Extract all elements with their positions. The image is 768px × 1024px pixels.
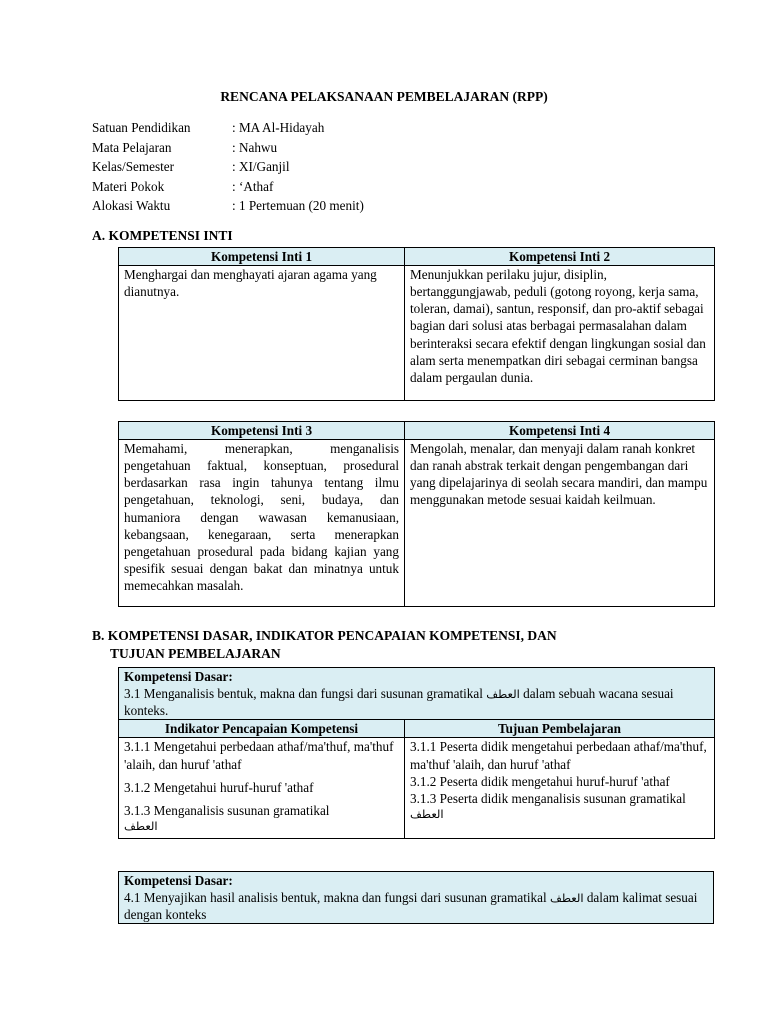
indikator-arabic-term: العطف <box>124 819 158 834</box>
kd2-box <box>119 872 714 924</box>
kd2-text-after: dalam kalimat sesuai dengan konteks <box>124 890 698 923</box>
kd2-text-before: 4.1 Menyajikan hasil analisis bentuk, makna dan fungsi dari susunan gramatikal <box>124 890 547 906</box>
kompetensi-dasar-table-1 <box>118 667 715 839</box>
tujuan-item: 3.1.1 Peserta didik mengetahui perbedaan athaf/ma'thuf, ma'thuf 'alaih, dan huruf 'athaf <box>410 739 707 772</box>
section-a-heading: A. KOMPETENSI INTI <box>92 228 233 243</box>
kd1-text <box>124 685 709 719</box>
kompetensi-inti-table-1 <box>118 247 715 401</box>
indikator-item: 3.1.3 Menganalisis susunan gramatikal <box>124 802 330 818</box>
info-row <box>92 158 364 178</box>
info-row <box>92 119 364 139</box>
kd2-title: Kompetensi Dasar: <box>124 873 233 888</box>
ki2-text: Menunjukkan perilaku jujur, disiplin, bertanggungjawab, peduli (gotong royong, kerja sama, toleran, damai), santun, responsif, dan pro-aktif sebagai bagian dari solusi atas berbagai permasalahan dalam berinteraksi secara efektif dengan lingkungan sosial dan alam serta menempatkan diri sebagai cerminan bangsa dalam pergaulan dunia. <box>405 266 715 401</box>
info-value: : Nahwu <box>232 139 278 155</box>
ki3-text: Memahami, menerapkan, menganalisis pengetahuan faktual, konseptuan, prosedural berdasarkan rasa ingin tahunya tentang ilmu pengetahuan, teknologi, seni, budaya, dan humaniora dengan wawasan kemanusiaan, kebangsaan, kenegaraan, serta menerapkan pengetahuan prosedural pada bidang kajian yang spesifik sesuai dengan bakat dan minatnya untuk memecahkan masalah. <box>119 440 405 607</box>
ki4-header: Kompetensi Inti 4 <box>405 422 715 440</box>
info-value: : MA Al-Hidayah <box>232 120 325 135</box>
tujuan-cell <box>405 738 715 839</box>
section-b-heading <box>92 627 557 662</box>
kd1-text-before: 3.1 Menganalisis bentuk, makna dan fungsi dari susunan gramatikal <box>124 686 483 702</box>
info-label: Alokasi Waktu <box>92 198 171 213</box>
tujuan-item: 3.1.2 Peserta didik mengetahui huruf-huruf 'athaf <box>410 773 670 789</box>
info-value: : XI/Ganjil <box>232 159 290 174</box>
kd1-title: Kompetensi Dasar: <box>124 669 233 684</box>
tujuan-item <box>410 790 709 807</box>
ki2-header: Kompetensi Inti 2 <box>405 248 715 266</box>
kd1-text-after: dalam sebuah wacana sesuai konteks. <box>124 686 674 719</box>
info-value: : 1 Pertemuan (20 menit) <box>232 198 364 213</box>
kd2-arabic-term: العطف <box>549 891 584 906</box>
ki3-header: Kompetensi Inti 3 <box>119 422 405 440</box>
section-b-heading-line1: B. KOMPETENSI DASAR, INDIKATOR PENCAPAIAN KOMPETENSI, DAN <box>92 628 557 643</box>
kompetensi-inti-table-2 <box>118 421 715 607</box>
info-label: Mata Pelajaran <box>92 139 172 155</box>
info-block <box>92 119 364 217</box>
indikator-item: 3.1.2 Mengetahui huruf-huruf 'athaf <box>124 779 314 795</box>
kompetensi-dasar-table-2 <box>118 871 714 924</box>
indikator-cell <box>119 738 405 839</box>
info-label: Satuan Pendidikan <box>92 120 191 135</box>
kd1-box <box>119 668 715 720</box>
ki1-text: Menghargai dan menghayati ajaran agama yang dianutnya. <box>119 266 405 401</box>
info-row <box>92 197 364 217</box>
ki4-text: Mengolah, menalar, dan menyaji dalam ranah konkret dan ranah abstrak terkait dengan pengembangan dari yang dipelajarinya di seolah secara mandiri, dan mampu menggunakan metode sesuai kaidah keilmuan. <box>405 440 715 607</box>
info-row <box>92 178 364 198</box>
section-b-heading-line2: TUJUAN PEMBELAJARAN <box>110 645 281 661</box>
info-label: Kelas/Semester <box>92 159 175 174</box>
kd2-text <box>124 889 708 923</box>
info-value: : ‘Athaf <box>232 178 274 194</box>
tujuan-arabic-term: العطف <box>410 807 444 822</box>
document-title: RENCANA PELAKSANAAN PEMBELAJARAN (RPP) <box>220 89 548 104</box>
info-row <box>92 139 364 159</box>
indikator-header: Indikator Pencapaian Kompetensi <box>119 720 405 738</box>
tujuan-item-text: 3.1.3 Peserta didik menganalisis susunan gramatikal <box>410 790 686 806</box>
ki1-header: Kompetensi Inti 1 <box>119 248 405 266</box>
indikator-item: 3.1.1 Mengetahui perbedaan athaf/ma'thuf, ma'thuf 'alaih, dan huruf 'athaf <box>124 739 394 772</box>
kd1-arabic-term: العطف <box>486 687 520 702</box>
info-label: Materi Pokok <box>92 178 165 194</box>
tujuan-header: Tujuan Pembelajaran <box>405 720 715 738</box>
